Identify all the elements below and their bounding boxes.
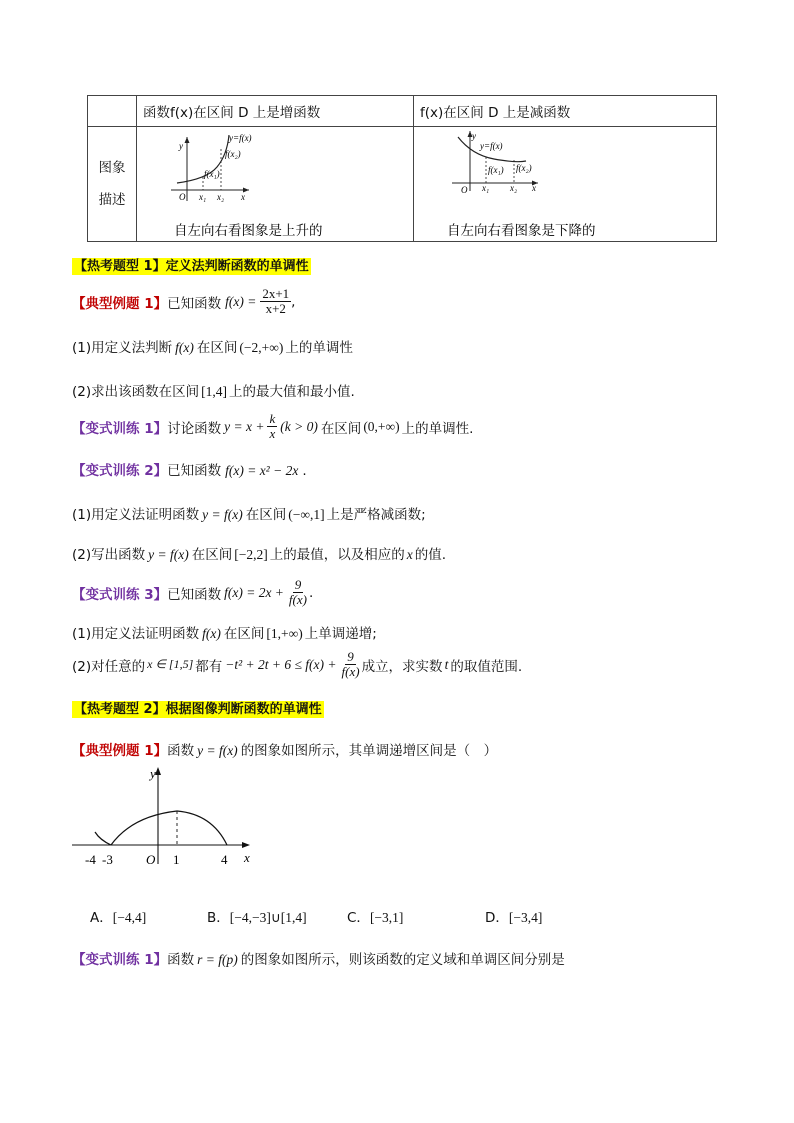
variant3-stem	[72, 578, 313, 607]
ex2-origin-label: O	[146, 852, 156, 867]
variant1-interval: (0,+∞)	[363, 418, 400, 434]
ex1-q1-fx: f(x)	[175, 340, 194, 355]
inc-x-label: x	[241, 192, 245, 202]
ex1-q1-interval: (−2,+∞)	[239, 340, 284, 355]
variant2-fx: f(x) = x² − 2x	[225, 463, 299, 478]
choice-b[interactable]	[207, 906, 307, 926]
example1-numerator: 2x+1	[262, 286, 290, 301]
row-label-description: 描述	[98, 192, 126, 208]
inc-y-label: y	[179, 141, 183, 151]
ex2-tick-4: 4	[221, 852, 228, 867]
var2-q1-interval-word: 在区间	[245, 507, 287, 523]
example1-question1	[72, 336, 353, 356]
example1-fx: f(x) =	[225, 293, 257, 309]
dec-fx2-label: f(x₂)	[516, 163, 532, 173]
monotonic-comparison-table	[87, 95, 717, 242]
example1-denominator: x+2	[265, 301, 286, 316]
example1-text: 已知函数	[167, 295, 222, 312]
variant2-end: .	[302, 463, 307, 479]
variant2-stem	[72, 459, 307, 479]
variant1-interval-word: 在区间	[320, 420, 362, 437]
example1-question2	[72, 380, 355, 400]
var2-q1-end: 上是严格减函数;	[326, 507, 426, 523]
variant3-question1	[72, 622, 377, 642]
variant1-end: 上的单调性.	[401, 420, 474, 437]
table-row-label	[88, 127, 137, 242]
dec-curve-label: y=f(x)	[480, 141, 503, 151]
dec-x-label: x	[532, 183, 536, 193]
var2-q1-text: (1)用定义法证明函数	[72, 507, 200, 523]
increasing-description: 自左向右看图象是上升的	[174, 223, 323, 239]
var3-q1-text: (1)用定义法证明函数	[72, 626, 200, 642]
increasing-function-graph	[137, 127, 407, 241]
ex1-q2-text: (2)求出该函数在区间	[72, 384, 200, 400]
variant1-stem	[72, 412, 473, 441]
variant2-text: 已知函数	[167, 463, 222, 479]
example2-question: 的图象如图所示，其单调递增区间是（ ）	[240, 743, 498, 759]
var3-q2-domain: x ∈ [1,5]	[147, 657, 194, 671]
ex2-y-axis-label: y	[150, 766, 156, 781]
var3-q2-text2: 成立，求实数	[361, 658, 443, 675]
table-header-decreasing: f(x)在区间 D 上是减函数	[414, 96, 717, 127]
ex2-tick-1: 1	[173, 852, 180, 867]
variant1-numerator: k	[269, 411, 276, 426]
ex2-x-axis-label: x	[244, 850, 250, 865]
var2-q1-fx: y = f(x)	[202, 507, 243, 522]
variant4-question: 的图象如图所示，则该函数的定义域和单调区间分别是	[240, 952, 565, 968]
variant3-tag: 【变式训练 3】	[72, 586, 168, 603]
inc-fx2-label: f(x₂)	[225, 149, 241, 159]
choice-c-value: [−3,1]	[369, 910, 404, 925]
choice-d-value: [−3,4]	[508, 910, 543, 925]
type1-tag: 【热考题型 1】定义法判断函数的单调性	[74, 259, 309, 274]
ex1-q1-text: (1)用定义法判断	[72, 340, 173, 356]
var2-q2-text2: 上的最值，以及相应的	[269, 547, 405, 563]
ex2-tick-minus3: -3	[102, 852, 113, 867]
choice-b-letter: B．	[207, 910, 230, 926]
variant1-y: y = x +	[224, 418, 265, 434]
var2-q2-interval-word: 在区间	[191, 547, 233, 563]
dec-y-label: y	[472, 131, 476, 141]
choice-d-letter: D．	[485, 910, 509, 926]
example2-tag: 【典型例题 1】	[72, 743, 168, 759]
example1-tag: 【典型例题 1】	[72, 295, 168, 312]
choice-b-value: [−4,−3]∪[1,4]	[229, 910, 307, 925]
choice-c[interactable]	[347, 906, 403, 926]
ex1-q1-interval-word: 在区间	[196, 340, 238, 356]
var3-q2-inequality: −t² + 2t + 6 ≤ f(x) +	[225, 656, 337, 672]
choice-a-letter: A．	[90, 910, 113, 926]
decreasing-graph-cell	[414, 127, 717, 242]
choice-c-letter: C．	[347, 910, 370, 926]
example1-fraction	[260, 287, 291, 316]
ex1-q2-end: 上的最大值和最小值.	[229, 384, 355, 400]
var3-q1-fx: f(x)	[202, 626, 221, 641]
variant1-fraction	[267, 412, 277, 441]
dec-origin-label: O	[461, 185, 468, 195]
var3-q1-end: 上单调递增;	[304, 626, 377, 642]
dec-x1-label: x₁	[482, 183, 490, 193]
variant2-question2	[72, 543, 446, 563]
var3-q2-numerator: 9	[347, 649, 354, 664]
ex1-q1-end: 上的单调性	[285, 340, 353, 356]
ex1-q2-interval: [1,4]	[201, 384, 227, 399]
dec-x2-label: x₂	[510, 183, 518, 193]
variant4-stem	[72, 948, 565, 968]
increasing-graph-cell	[137, 127, 414, 242]
example1-stem	[72, 287, 295, 316]
var3-q2-word: 都有	[195, 658, 223, 675]
example2-stem	[72, 739, 497, 759]
variant4-tag: 【变式训练 1】	[72, 952, 168, 968]
row-label-image: 图象	[98, 160, 126, 176]
section-heading-type2	[72, 698, 324, 717]
example1-end: ,	[291, 293, 296, 310]
example2-text: 函数	[167, 743, 195, 759]
section-heading-type1	[72, 255, 311, 274]
example2-function-graph	[70, 764, 280, 870]
var2-q2-interval: [−2,2]	[234, 547, 268, 562]
variant3-fx: f(x) = 2x +	[224, 584, 284, 600]
decreasing-description: 自左向右看图象是下降的	[447, 223, 596, 239]
inc-x1-label: x₁	[199, 192, 207, 202]
inc-origin-label: O	[179, 192, 186, 202]
variant1-condition: (k > 0)	[280, 418, 318, 434]
variant3-fraction	[287, 578, 309, 607]
var2-q2-text: (2)写出函数	[72, 547, 146, 563]
variant3-denominator: f(x)	[288, 592, 307, 607]
variant1-denominator: x	[269, 426, 276, 441]
var3-q1-interval-word: 在区间	[223, 626, 265, 642]
var2-q1-interval: (−∞,1]	[288, 507, 325, 522]
variant1-tag: 【变式训练 1】	[72, 420, 168, 437]
type2-tag: 【热考题型 2】根据图像判断函数的单调性	[74, 702, 322, 717]
variant3-question2	[72, 650, 522, 679]
table-header-increasing: 函数f(x)在区间 D 上是增函数	[137, 96, 414, 127]
table-corner-cell	[88, 96, 137, 127]
inc-fx1-label: f(x₁)	[204, 169, 220, 179]
var3-q2-t: t	[444, 656, 449, 672]
variant3-numerator: 9	[294, 577, 302, 592]
var3-q2-fraction	[340, 650, 362, 679]
var3-q2-end: 的取值范围.	[450, 658, 523, 675]
variant1-text: 讨论函数	[167, 420, 222, 437]
variant4-fx: r = f(p)	[197, 952, 238, 967]
ex2-tick-minus4: -4	[85, 852, 96, 867]
example2-fx: y = f(x)	[197, 743, 238, 758]
choice-d[interactable]	[485, 906, 542, 926]
dec-fx1-label: f(x₁)	[488, 165, 504, 175]
variant2-tag: 【变式训练 2】	[72, 463, 168, 479]
choice-a[interactable]	[90, 906, 146, 926]
variant2-question1	[72, 503, 426, 523]
var2-q2-fx: y = f(x)	[148, 547, 189, 562]
variant3-text: 已知函数	[167, 586, 222, 603]
inc-x2-label: x₂	[217, 192, 225, 202]
var3-q1-interval: [1,+∞)	[266, 626, 303, 641]
variant3-end: .	[308, 584, 314, 601]
var3-q2-denominator: f(x)	[341, 664, 360, 679]
decreasing-function-graph	[414, 127, 710, 241]
var2-q2-end: 的值.	[414, 547, 446, 563]
var3-q2-text: (2)对任意的	[72, 658, 146, 675]
var2-q2-x: x	[406, 547, 413, 562]
variant4-text: 函数	[167, 952, 195, 968]
inc-curve-label: y=f(x)	[229, 133, 252, 143]
choice-a-value: [−4,4]	[112, 910, 147, 925]
